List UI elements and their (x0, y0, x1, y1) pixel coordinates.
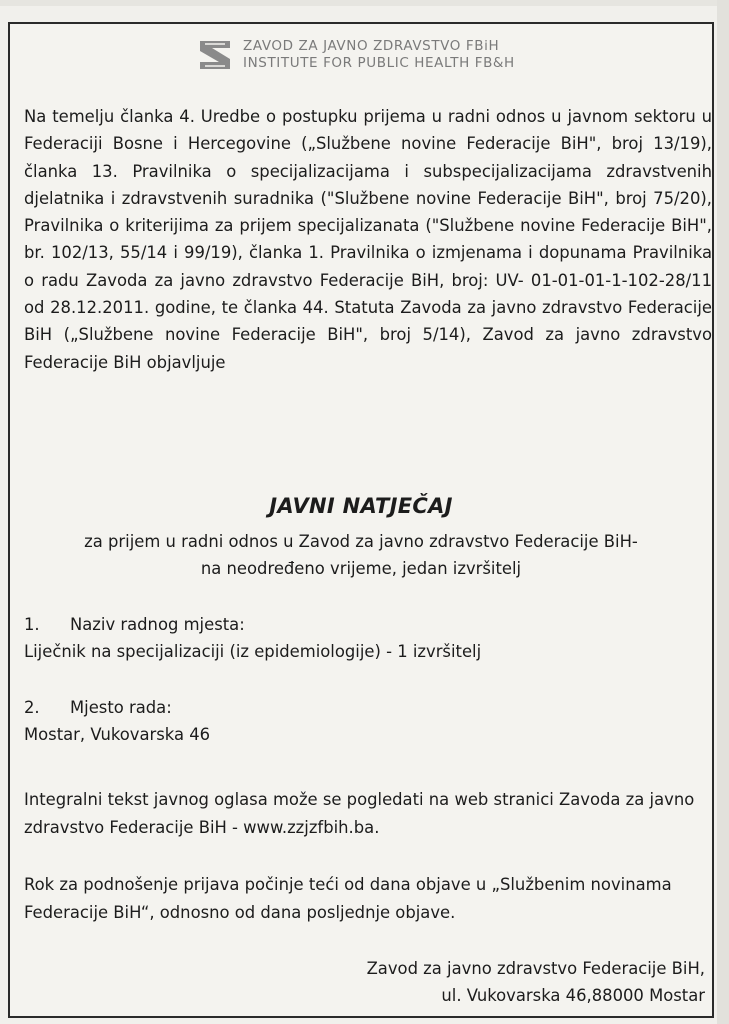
announcement-subtitle (8, 528, 714, 582)
adjacent-column-strip (717, 0, 729, 1024)
item-value: Mostar, Vukovarska 46 (24, 725, 211, 744)
signature-line-1: Zavod za javno zdravstvo Federacije BiH, (366, 959, 705, 978)
legal-basis-text: Na temelju članka 4. Uredbe o postupku prijema u radni odnos u javnom sektoru u Federaciji Bosne i Hercegovine („Službene novine Federacije BiH", broj 13/19), članka 13. Pravilnika o specijalizacijama i subspecijalizacijama zdravstvenih djelatnika i zdravstvenih suradnika ("Službene novine Federacije BiH", broj 75/20), Pravilnika o kriterijima za prijem specijalizanata ("Službene novine Federacije BiH", br. 102/13, 55/14 i 99/19), članka 1. Pravilnika o izmjenama i dopunama Pravilnika o radu Zavoda za javno zdravstvo Federacije BiH, broj: UV- 01-01-01-1-102-28/11 od 28.12.2011. godine, te članka 44. Statuta Zavoda za javno zdravstvo Federacije BiH („Službene novine Federacije BiH", broj 5/14), Zavod za javno zdravstvo Federacije BiH objavljuje (24, 107, 712, 372)
institute-name-local: ZAVOD ZA JAVNO ZDRAVSTVO FBiH (243, 38, 500, 54)
item-value: Liječnik na specijalizaciji (iz epidemiologije) - 1 izvršitelj (24, 642, 482, 661)
institute-name (243, 38, 515, 72)
institute-logo (197, 37, 515, 73)
item-work-location (24, 694, 210, 748)
deadline-paragraph: Rok za podnošenje prijava počinje teći od dana objave u „Službenim novinama Federacije BiH“, odnosno od dana posljednje objave. (24, 875, 672, 922)
adjacent-article-strip (0, 0, 729, 6)
item-job-title (24, 611, 481, 665)
signature-line-2: ul. Vukovarska 46,88000 Mostar (441, 986, 705, 1005)
item-heading: Mjesto rada: (70, 698, 172, 717)
subtitle-line-2: na neodređeno vrijeme, jedan izvršitelj (200, 559, 522, 578)
item-heading: Naziv radnog mjesta: (70, 615, 245, 634)
item-number: 1. (24, 615, 40, 634)
announcement-title: JAVNI NATJEČAJ (269, 494, 453, 518)
web-notice-paragraph: Integralni tekst javnog oglasa može se pogledati na web stranici Zavoda za javno zdravstvo Federacije BiH - www.zzjzfbih.ba. (24, 790, 695, 837)
subtitle-line-1: za prijem u radni odnos u Zavod za javno zdravstvo Federacije BiH- (84, 532, 638, 551)
publisher-signature (367, 955, 705, 1009)
institute-emblem-icon (197, 37, 235, 73)
item-heading-row (24, 611, 481, 638)
item-heading-row (24, 694, 210, 721)
institute-name-english: INSTITUTE FOR PUBLIC HEALTH FB&H (243, 55, 515, 71)
item-number: 2. (24, 698, 40, 717)
legal-basis-paragraph (24, 103, 712, 376)
